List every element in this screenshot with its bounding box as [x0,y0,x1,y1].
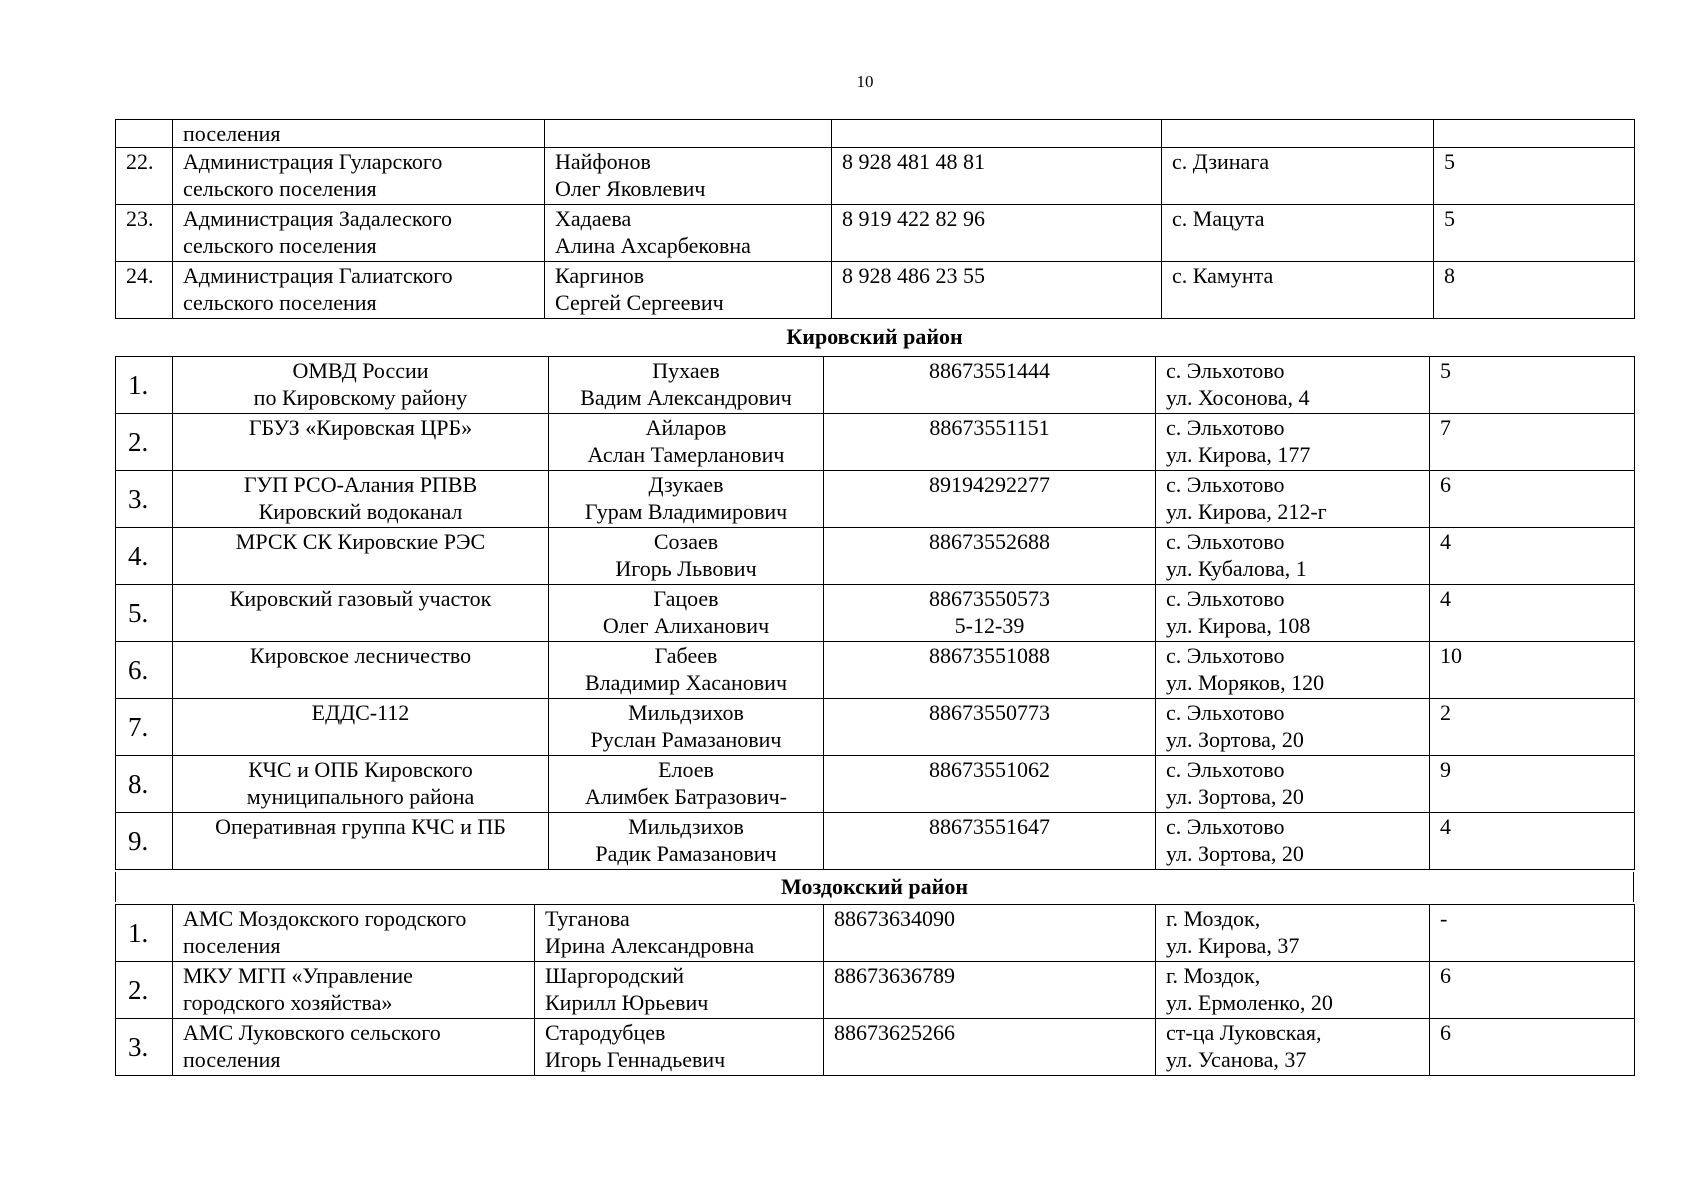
section-title-kirov: Кировский район [786,324,963,349]
person-cell: Гацоев Олег Алиханович [549,585,824,642]
address-cell: с. Мацута [1162,205,1434,262]
count-cell: 5 [1434,205,1635,262]
row-number: 9. [116,813,173,870]
row-number [116,120,173,148]
count-cell: 6 [1430,962,1635,1019]
phone-cell: 88673636789 [824,962,1156,1019]
count-cell: 7 [1430,414,1635,471]
phone-cell: 88673552688 [824,528,1156,585]
address-cell: с. Эльхотово ул. Кирова, 212-г [1156,471,1430,528]
table-row [116,905,1635,962]
row-number: 23. [116,205,173,262]
organization-cell: Администрация Гуларского сельского поселения [173,148,545,205]
organization-cell: ГУП РСО-Алания РПВВ Кировский водоканал [173,471,549,528]
phone-cell: 88673551444 [824,357,1156,414]
table-row [116,205,1635,262]
kirov-table [115,356,1635,870]
table-row [116,962,1635,1019]
person-cell: Мильдзихов Радик Рамазанович [549,813,824,870]
organization-cell: АМС Моздокского городского поселения [173,905,535,962]
row-number: 22. [116,148,173,205]
count-cell: 9 [1430,756,1635,813]
phone-cell: 88673625266 [824,1019,1156,1076]
row-number: 1. [116,357,173,414]
count-cell: 4 [1430,528,1635,585]
table-row [116,262,1635,319]
table-row [116,528,1635,585]
phone-cell [832,120,1162,148]
phone-cell: 88673551088 [824,642,1156,699]
count-cell: 5 [1434,148,1635,205]
organization-cell: МРСК СК Кировские РЭС [173,528,549,585]
row-number: 1. [116,905,173,962]
phone-cell: 88673551151 [824,414,1156,471]
row-number: 7. [116,699,173,756]
person-cell: Хадаева Алина Ахсарбековна [545,205,832,262]
person-cell: Мильдзихов Руслан Рамазанович [549,699,824,756]
organization-cell: ОМВД России по Кировскому району [173,357,549,414]
person-cell: Туганова Ирина Александровна [535,905,824,962]
address-cell: г. Моздок, ул. Ермоленко, 20 [1156,962,1430,1019]
person-cell: Дзукаев Гурам Владимирович [549,471,824,528]
table-row [116,148,1635,205]
address-cell: с. Эльхотово ул. Кубалова, 1 [1156,528,1430,585]
organization-cell: Кировский газовый участок [173,585,549,642]
organization-cell: Оперативная группа КЧС и ПБ [173,813,549,870]
address-cell: с. Дзинага [1162,148,1434,205]
row-number: 3. [116,1019,173,1076]
address-cell: ст-ца Луковская, ул. Усанова, 37 [1156,1019,1430,1076]
count-cell: 10 [1430,642,1635,699]
address-cell: с. Эльхотово ул. Кирова, 177 [1156,414,1430,471]
organization-cell: МКУ МГП «Управление городского хозяйства» [173,962,535,1019]
phone-cell: 88673550773 [824,699,1156,756]
row-number: 2. [116,962,173,1019]
table-row [116,414,1635,471]
table-row [116,471,1635,528]
phone-cell: 89194292277 [824,471,1156,528]
person-cell: Созаев Игорь Львович [549,528,824,585]
table-row [116,585,1635,642]
person-cell: Найфонов Олег Яковлевич [545,148,832,205]
row-number: 8. [116,756,173,813]
page-number: 10 [856,72,874,91]
count-cell: 4 [1430,813,1635,870]
person-cell: Каргинов Сергей Сергеевич [545,262,832,319]
address-cell: с. Эльхотово ул. Кирова, 108 [1156,585,1430,642]
address-cell: с. Эльхотово ул. Зортова, 20 [1156,813,1430,870]
row-number: 24. [116,262,173,319]
phone-cell: 88673634090 [824,905,1156,962]
row-number: 2. [116,414,173,471]
section-title-mozdok: Моздокский район [115,872,1634,902]
phone-cell: 88673551647 [824,813,1156,870]
person-cell: Габеев Владимир Хасанович [549,642,824,699]
person-cell: Пухаев Вадим Александрович [549,357,824,414]
organization-cell: Кировское лесничество [173,642,549,699]
table-row [116,699,1635,756]
address-cell: с. Эльхотово ул. Зортова, 20 [1156,756,1430,813]
row-number: 4. [116,528,173,585]
phone-cell: 88673550573 5-12-39 [824,585,1156,642]
person-cell: Елоев Алимбек Батразович- [549,756,824,813]
phone-cell: 8 928 481 48 81 [832,148,1162,205]
row-number: 3. [116,471,173,528]
count-cell: 5 [1430,357,1635,414]
organization-cell: Администрация Задалеского сельского поселения [173,205,545,262]
organization-cell: ГБУЗ «Кировская ЦРБ» [173,414,549,471]
address-cell: с. Эльхотово ул. Хосонова, 4 [1156,357,1430,414]
table-row [116,642,1635,699]
settlements-table [115,119,1635,319]
person-cell: Шаргородский Кирилл Юрьевич [535,962,824,1019]
phone-cell: 88673551062 [824,756,1156,813]
address-cell: с. Эльхотово ул. Моряков, 120 [1156,642,1430,699]
phone-cell: 8 928 486 23 55 [832,262,1162,319]
person-cell: Стародубцев Игорь Геннадьевич [535,1019,824,1076]
phone-cell: 8 919 422 82 96 [832,205,1162,262]
address-cell: г. Моздок, ул. Кирова, 37 [1156,905,1430,962]
address-cell: с. Камунта [1162,262,1434,319]
address-cell [1162,120,1434,148]
count-cell: - [1430,905,1635,962]
organization-cell: Администрация Галиатского сельского поселения [173,262,545,319]
mozdok-table [115,904,1635,1076]
address-cell: с. Эльхотово ул. Зортова, 20 [1156,699,1430,756]
organization-cell: ЕДДС-112 [173,699,549,756]
count-cell: 2 [1430,699,1635,756]
person-cell: Айларов Аслан Тамерланович [549,414,824,471]
count-cell: 6 [1430,471,1635,528]
organization-cell: КЧС и ОПБ Кировского муниципального района [173,756,549,813]
person-cell [545,120,832,148]
table-row [116,1019,1635,1076]
row-number: 5. [116,585,173,642]
table-row [116,756,1635,813]
count-cell: 6 [1430,1019,1635,1076]
count-cell [1434,120,1635,148]
table-row [116,120,1635,148]
row-number: 6. [116,642,173,699]
count-cell: 8 [1434,262,1635,319]
count-cell: 4 [1430,585,1635,642]
table-row [116,357,1635,414]
organization-cell: АМС Луковского сельского поселения [173,1019,535,1076]
organization-cell: поселения [173,120,545,148]
table-row [116,813,1635,870]
